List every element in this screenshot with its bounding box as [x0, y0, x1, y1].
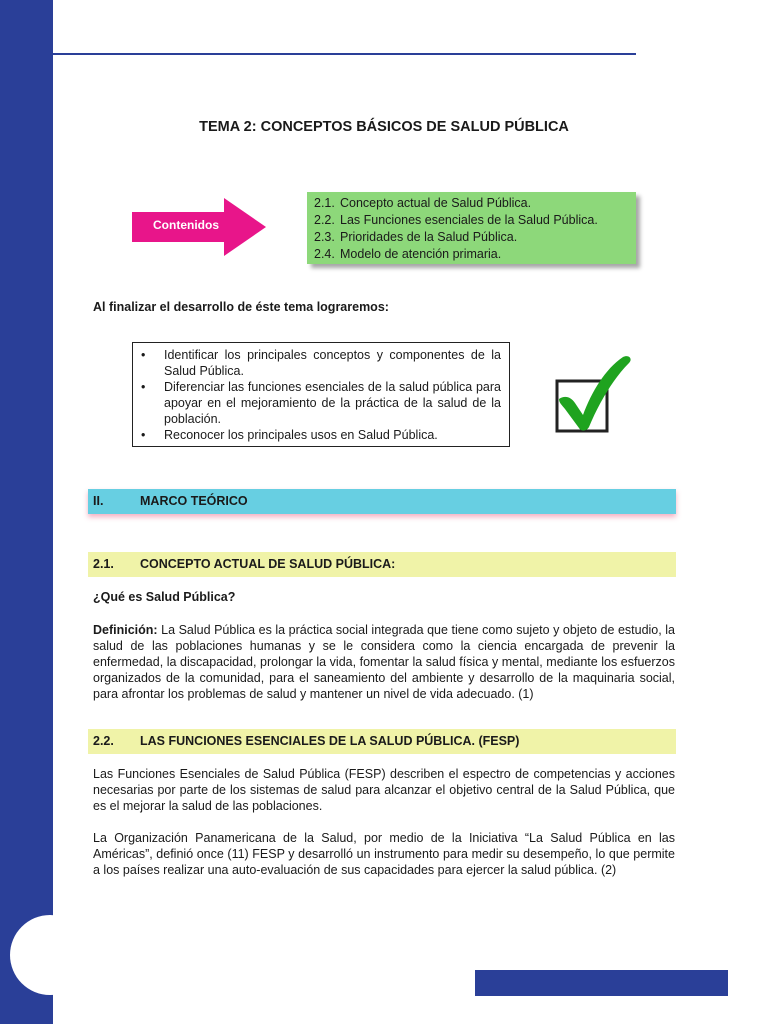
- footer-bar: [475, 970, 728, 996]
- objectives-box: [132, 342, 510, 447]
- checkbox-checked-icon: [553, 353, 633, 435]
- definition-paragraph: [93, 622, 675, 702]
- fesp-paragraph-1: Las Funciones Esenciales de Salud Pública (FESP) describen el espectro de competencias y acciones necesarias por parte de los sistemas de salud para alcanzar el objetivo central de la Salud Pública, que es el mejorar la salud de las poblaciones.: [93, 767, 675, 813]
- contents-item: 2.3. Prioridades de la Salud Pública.: [314, 230, 518, 244]
- objective-item: • Diferenciar las funciones esenciales de la salud pública para apoyar en el mejoramiento de la práctica de la salud de la población.: [141, 379, 501, 427]
- contents-item: 2.4. Modelo de atención primaria.: [314, 247, 502, 261]
- fesp-paragraph-2: La Organización Panamericana de la Salud, por medio de la Iniciativa “La Salud Pública en las Américas”, definió once (11) FESP y desarrolló un instrumento para medir su desempeño, lo que permite a los países realizar una auto-evaluación de sus capacidades para ejercer la salud pública. (2): [93, 831, 675, 877]
- header-rule: [53, 53, 636, 55]
- definition-label: Definición:: [93, 623, 158, 637]
- sidebar-circle-decoration: [10, 915, 90, 995]
- section-2-2-heading: 2.2. LAS FUNCIONES ESENCIALES DE LA SALUD PÚBLICA. (FESP): [88, 729, 676, 754]
- left-sidebar-band: [0, 0, 53, 1024]
- section-marco-teorico: II. MARCO TEÓRICO: [88, 489, 676, 514]
- page-title: TEMA 2: CONCEPTOS BÁSICOS DE SALUD PÚBLICA: [199, 119, 569, 135]
- contents-item: 2.1. Concepto actual de Salud Pública.: [314, 196, 532, 210]
- contents-list-box: [307, 192, 636, 264]
- contents-item: 2.2. Las Funciones esenciales de la Salud Pública.: [314, 213, 598, 227]
- contents-label: Contenidos: [153, 218, 219, 232]
- definition-text: La Salud Pública es la práctica social integrada que tiene como sujeto y objeto de estudio, la salud de las poblaciones humanas y se le considera como la ciencia encargada de prevenir la enfermedad, la discapacidad, prolongar la vida, fomentar la salud física y mental, mediante los esfuerzos organizados de la comunidad, para el saneamiento del ambiente y desarrollo de la maquinaria social, para afrontar los problemas de salud y mantener un nivel de vida adecuado. (1): [93, 623, 675, 701]
- objective-item: • Identificar los principales conceptos y componentes de la Salud Pública.: [141, 347, 501, 379]
- section-2-1-heading: 2.1. CONCEPTO ACTUAL DE SALUD PÚBLICA:: [88, 552, 676, 577]
- objective-item: • Reconocer los principales usos en Salud Pública.: [141, 427, 501, 443]
- objectives-intro: Al finalizar el desarrollo de éste tema lograremos:: [93, 300, 389, 314]
- question-heading: ¿Qué es Salud Pública?: [93, 590, 236, 604]
